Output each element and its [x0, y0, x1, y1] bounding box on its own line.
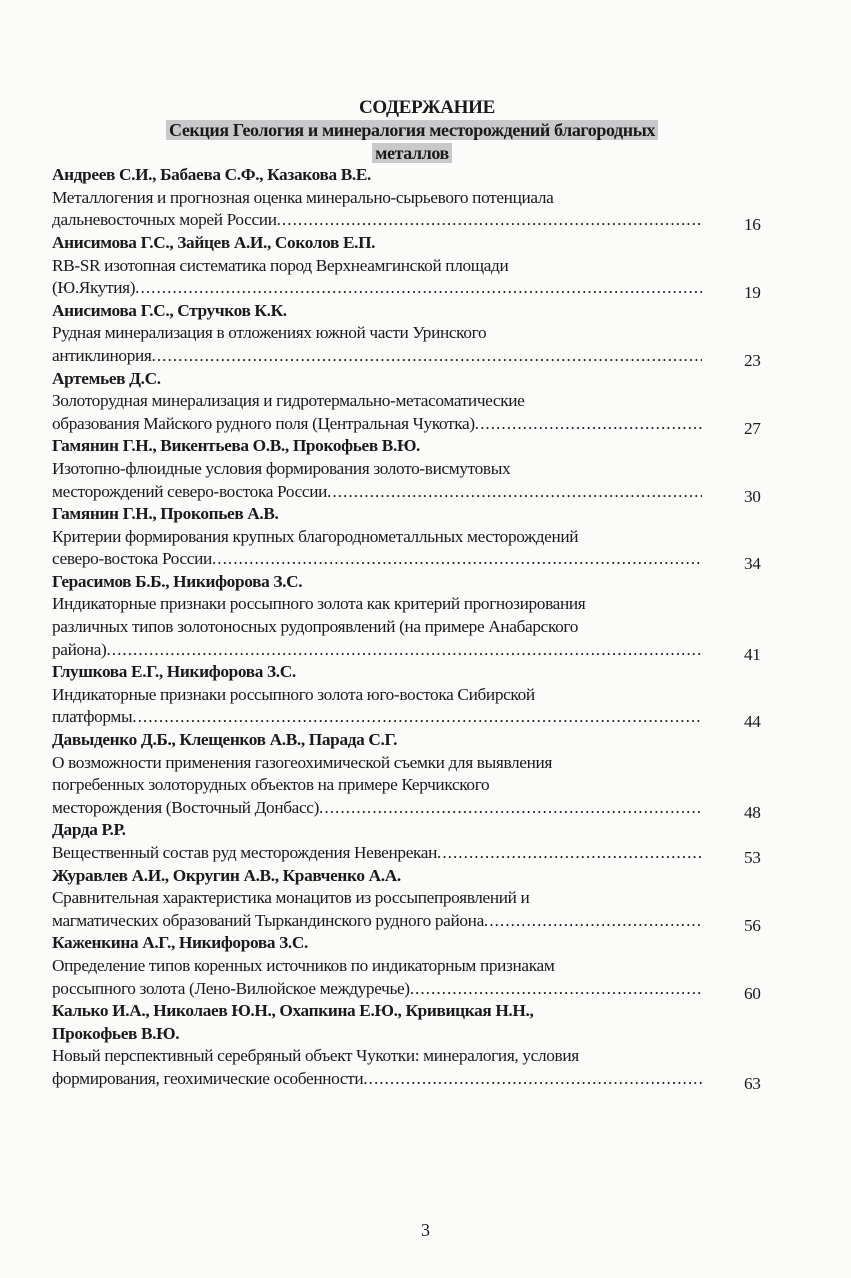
entry-title-last-line [52, 548, 772, 574]
entry-authors: Артемьев Д.С. [52, 368, 161, 388]
toc-entry [52, 729, 772, 822]
entry-title-last-line [52, 413, 772, 436]
entry-title-line: Металлогения и прогнозная оценка минерально-сырьевого потенциала [52, 187, 554, 207]
dot-leader [132, 706, 702, 729]
entry-title-line: Золоторудная минерализация и гидротермально-метасоматические [52, 391, 525, 411]
entry-title-line: месторождения (Восточный Донбасс) [52, 797, 320, 817]
entry-title-line: Изотопно-флюидные условия формирования золото-висмутовых [52, 458, 511, 478]
dot-leader [319, 797, 702, 820]
entry-title-last-line [52, 481, 772, 504]
page-title: СОДЕРЖАНИЕ [359, 97, 495, 118]
entry-authors: Глушкова Е.Г., Никифорова З.С. [52, 662, 296, 682]
entry-page-number: 44 [744, 712, 761, 732]
entry-authors: Дарда Р.Р. [52, 820, 126, 840]
entry-authors: Каженкина А.Г., Никифорова З.С. [52, 933, 308, 953]
entry-page-number: 56 [744, 915, 761, 935]
entry-title-line: дальневосточных морей России [52, 210, 277, 230]
entry-title-line: О возможности применения газогеохимической съемки для выявления [52, 752, 553, 772]
entry-title-last-line [52, 910, 772, 933]
entry-title-line: погребенных золоторудных объектов на примере Керчикского [52, 775, 490, 795]
entry-authors: Калько И.А., Николаев Ю.Н., Охапкина Е.Ю., Кривицкая Н.Н., [52, 1001, 534, 1021]
entry-title-line: Новый перспективный серебряный объект Чукотки: минералогия, условия [52, 1046, 579, 1066]
toc-entry [52, 932, 772, 1003]
dot-leader [437, 842, 702, 865]
entry-page-number: 19 [744, 283, 761, 303]
entry-authors: Гамянин Г.Н., Викентьева О.В., Прокофьев В.Ю. [52, 436, 421, 456]
toc-entry [52, 503, 772, 574]
entry-leader-row [52, 797, 702, 820]
entry-leader-row [52, 910, 702, 933]
entry-title-line: северо-востока России [52, 549, 212, 569]
section-heading-line: Секция Геология и минералогия месторождений благородных [166, 120, 658, 140]
entry-title-last-line [52, 277, 772, 303]
entries-list [52, 164, 772, 1093]
entry-leader-row [52, 1068, 702, 1091]
toc-entry [52, 1000, 772, 1093]
entry-leader-row [52, 978, 702, 1001]
dot-leader [363, 1068, 702, 1091]
dot-leader [277, 209, 702, 232]
entry-title-line: RB-SR изотопная систематика пород Верхнеамгинской площади [52, 255, 509, 275]
entry-title-last-line [52, 1068, 772, 1091]
entry-authors: Журавлев А.И., Округин А.В., Кравченко А.А. [52, 865, 401, 885]
entry-title-line: Сравнительная характеристика монацитов из россыпепроявлений и [52, 888, 530, 908]
entry-authors: Прокофьев В.Ю. [52, 1023, 180, 1043]
entry-title-line: Индикаторные признаки россыпного золота юго-востока Сибирской [52, 684, 535, 704]
entry-title-line: Критерии формирования крупных благороднометалльных месторождений [52, 526, 579, 546]
entry-page-number: 48 [744, 802, 761, 822]
entry-title-line: Индикаторные признаки россыпного золота как критерий прогнозирования [52, 594, 586, 614]
entry-leader-row [52, 842, 702, 865]
entry-leader-row [52, 481, 702, 504]
entry-title-line: Определение типов коренных источников по индикаторным признакам [52, 955, 555, 975]
entry-title-line: Вещественный состав руд месторождения Невенрекан [52, 843, 438, 862]
dot-leader [410, 978, 702, 1001]
entry-title-last-line [52, 639, 772, 662]
page-number: 3 [421, 1220, 430, 1240]
entry-title-line: месторождений северо-востока России [52, 481, 328, 501]
entry-title-line: Рудная минерализация в отложениях южной части Уринского [52, 323, 487, 343]
dot-leader [212, 548, 702, 571]
dot-leader [135, 277, 702, 300]
entry-title-last-line [52, 978, 772, 1001]
entry-page-number: 30 [744, 486, 761, 506]
entry-leader-row [52, 345, 702, 368]
toc-entry [52, 368, 772, 436]
entry-authors: Анисимова Г.С., Стручков К.К. [52, 300, 287, 320]
entry-authors: Андреев С.И., Бабаева С.Ф., Казакова В.Е. [52, 165, 372, 185]
entry-title-last-line [52, 842, 772, 865]
entry-authors: Анисимова Г.С., Зайцев А.И., Соколов Е.П. [52, 232, 376, 252]
toc-entry [52, 865, 772, 933]
entry-leader-row [52, 209, 702, 232]
entry-leader-row [52, 639, 702, 662]
entry-title-last-line [52, 209, 772, 235]
toc-entry [52, 435, 772, 506]
entry-leader-row [52, 413, 702, 436]
toc-entry [52, 571, 772, 664]
entry-leader-row [52, 277, 702, 300]
dot-leader [327, 481, 702, 504]
entry-title-line: формирования, геохимические особенности [52, 1068, 364, 1088]
entry-authors: Гамянин Г.Н., Прокопьев А.В. [52, 504, 279, 524]
entry-title-line: района) [52, 639, 107, 659]
entry-title-line: магматических образований Тыркандинского рудного района [52, 910, 484, 930]
entry-page-number: 41 [744, 644, 761, 664]
entry-title-line: образования Майского рудного поля (Центральная Чукотка) [52, 413, 475, 433]
entry-title-last-line [52, 706, 772, 732]
toc-entry [52, 819, 772, 867]
entry-title-line: платформы [52, 707, 133, 727]
entry-title-line: различных типов золотоносных рудопроявлений (на примере Анабарского [52, 617, 579, 637]
entry-authors: Давыденко Д.Б., Клещенков А.В., Парада С.Г. [52, 730, 398, 750]
toc-entry [52, 661, 772, 732]
entry-title-line: (Ю.Якутия) [52, 278, 136, 298]
entry-title-last-line [52, 345, 772, 368]
entry-page-number: 16 [744, 215, 761, 235]
entry-leader-row [52, 548, 702, 571]
entry-title-line: антиклинория [52, 345, 152, 365]
entry-page-number: 60 [744, 983, 761, 1003]
toc-entry [52, 232, 772, 303]
dot-leader [484, 910, 702, 933]
entry-page-number: 27 [744, 418, 761, 438]
entry-title-line: россыпного золота (Лено-Вилюйское междуречье) [52, 978, 410, 998]
table-of-contents [52, 96, 772, 1091]
toc-entry [52, 300, 772, 368]
entry-page-number: 53 [744, 848, 761, 867]
entry-title-last-line [52, 797, 772, 820]
dot-leader [475, 413, 702, 436]
dot-leader [106, 639, 702, 662]
entry-page-number: 23 [744, 350, 761, 370]
entry-page-number: 34 [744, 554, 761, 574]
section-heading-line: металлов [372, 143, 452, 163]
dot-leader [152, 345, 702, 368]
section-heading [52, 119, 772, 164]
entry-authors: Герасимов Б.Б., Никифорова З.С. [52, 571, 303, 591]
entry-page-number: 63 [744, 1073, 761, 1093]
entry-leader-row [52, 706, 702, 729]
toc-entry [52, 164, 772, 235]
